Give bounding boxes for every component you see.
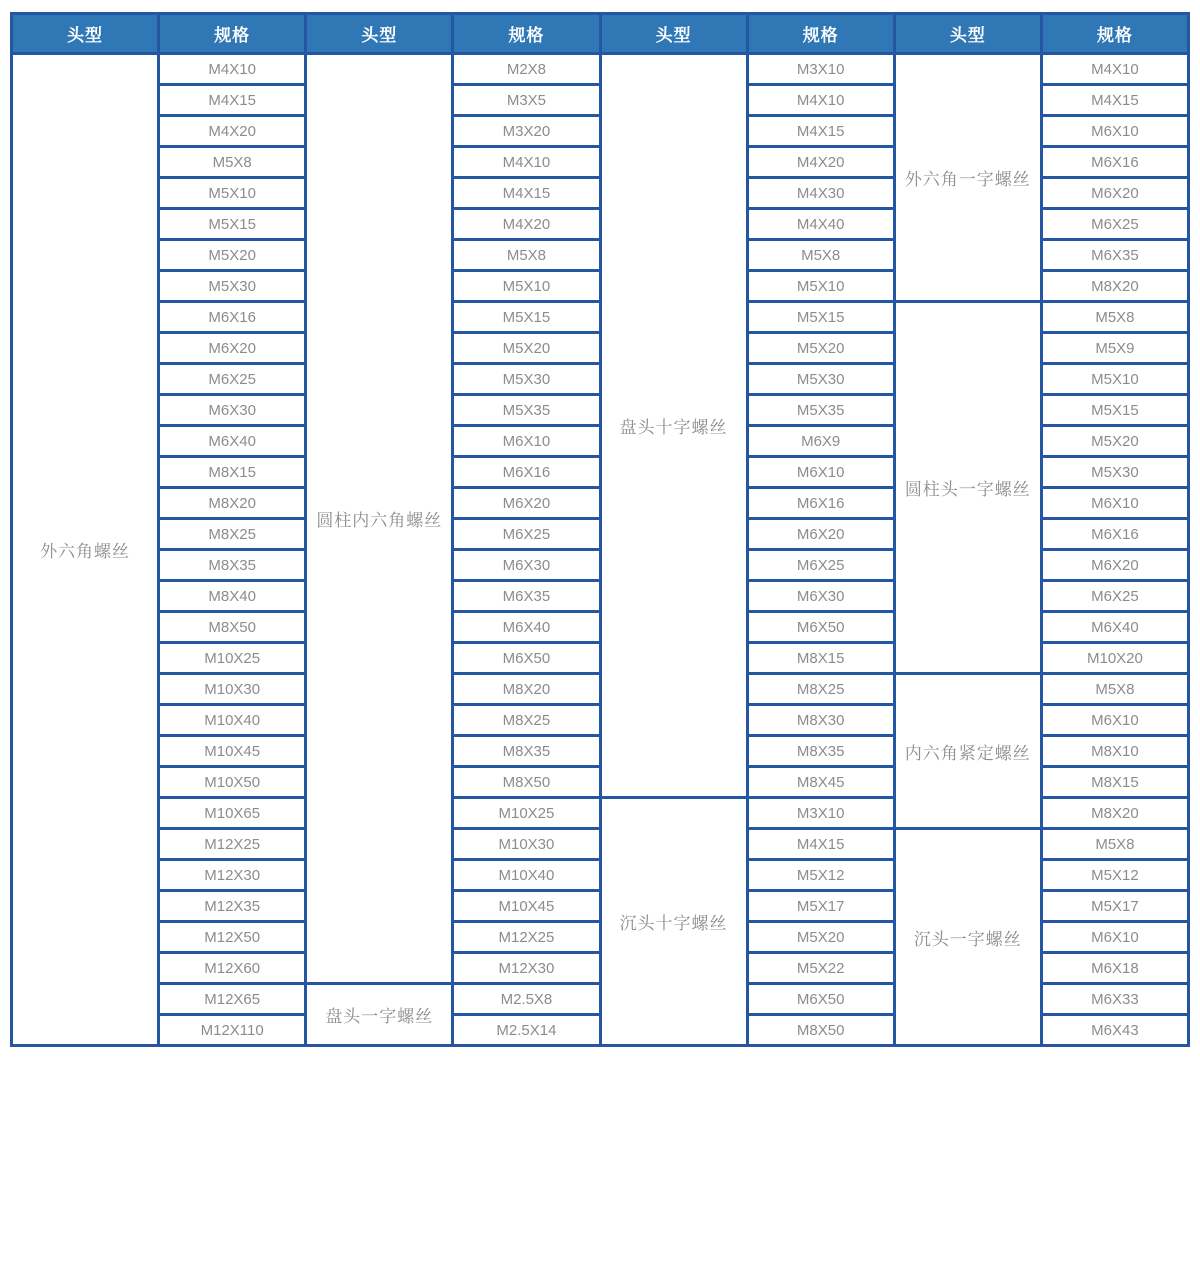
header-cell-head-type-4: 头型 <box>894 14 1041 54</box>
head-type-cell: 圆柱头一字螺丝 <box>894 302 1041 674</box>
spec-cell: M10X40 <box>159 705 306 736</box>
header-cell-spec-1: 规格 <box>159 14 306 54</box>
spec-cell: M5X20 <box>747 922 894 953</box>
spec-cell: M2.5X14 <box>453 1015 600 1046</box>
spec-cell: M6X50 <box>453 643 600 674</box>
head-type-cell: 外六角一字螺丝 <box>894 54 1041 302</box>
spec-cell: M6X43 <box>1041 1015 1188 1046</box>
spec-cell: M5X15 <box>453 302 600 333</box>
spec-cell: M6X30 <box>453 550 600 581</box>
header-cell-spec-3: 规格 <box>747 14 894 54</box>
table-body <box>12 54 1189 1046</box>
spec-cell: M10X45 <box>159 736 306 767</box>
spec-cell: M5X10 <box>159 178 306 209</box>
spec-cell: M10X20 <box>1041 643 1188 674</box>
spec-cell: M5X10 <box>1041 364 1188 395</box>
header-cell-head-type-1: 头型 <box>12 14 159 54</box>
spec-cell: M6X9 <box>747 426 894 457</box>
spec-cell: M8X20 <box>1041 271 1188 302</box>
spec-cell: M6X20 <box>1041 550 1188 581</box>
spec-cell: M3X5 <box>453 85 600 116</box>
spec-cell: M6X10 <box>1041 488 1188 519</box>
spec-cell: M5X8 <box>453 240 600 271</box>
spec-cell: M6X20 <box>453 488 600 519</box>
spec-cell: M5X22 <box>747 953 894 984</box>
spec-cell: M6X25 <box>453 519 600 550</box>
spec-cell: M6X16 <box>453 457 600 488</box>
spec-cell: M5X20 <box>453 333 600 364</box>
spec-cell: M5X20 <box>159 240 306 271</box>
spec-cell: M6X16 <box>1041 147 1188 178</box>
spec-cell: M4X30 <box>747 178 894 209</box>
spec-cell: M6X30 <box>747 581 894 612</box>
spec-cell: M5X15 <box>747 302 894 333</box>
head-type-cell: 外六角螺丝 <box>12 54 159 1046</box>
spec-cell: M6X16 <box>747 488 894 519</box>
spec-cell: M3X20 <box>453 116 600 147</box>
spec-cell: M5X8 <box>1041 302 1188 333</box>
spec-cell: M8X35 <box>159 550 306 581</box>
spec-cell: M8X50 <box>453 767 600 798</box>
spec-cell: M12X30 <box>453 953 600 984</box>
spec-cell: M2.5X8 <box>453 984 600 1015</box>
spec-cell: M12X110 <box>159 1015 306 1046</box>
header-cell-spec-2: 规格 <box>453 14 600 54</box>
spec-cell: M5X35 <box>453 395 600 426</box>
spec-cell: M5X30 <box>159 271 306 302</box>
spec-cell: M4X15 <box>453 178 600 209</box>
head-type-cell: 内六角紧定螺丝 <box>894 674 1041 829</box>
spec-cell: M4X10 <box>747 85 894 116</box>
spec-cell: M4X10 <box>453 147 600 178</box>
spec-cell: M4X20 <box>159 116 306 147</box>
spec-cell: M6X10 <box>1041 705 1188 736</box>
spec-cell: M6X20 <box>747 519 894 550</box>
head-type-cell: 沉头十字螺丝 <box>600 798 747 1046</box>
header-cell-spec-4: 规格 <box>1041 14 1188 54</box>
spec-cell: M8X35 <box>453 736 600 767</box>
spec-cell: M6X20 <box>1041 178 1188 209</box>
header-cell-head-type-3: 头型 <box>600 14 747 54</box>
spec-cell: M10X25 <box>159 643 306 674</box>
spec-cell: M5X30 <box>1041 457 1188 488</box>
spec-cell: M6X10 <box>747 457 894 488</box>
head-type-cell: 盘头十字螺丝 <box>600 54 747 798</box>
spec-cell: M6X40 <box>453 612 600 643</box>
spec-cell: M6X33 <box>1041 984 1188 1015</box>
spec-cell: M4X10 <box>1041 54 1188 85</box>
spec-cell: M12X65 <box>159 984 306 1015</box>
spec-cell: M5X35 <box>747 395 894 426</box>
spec-cell: M4X15 <box>747 116 894 147</box>
spec-cell: M5X9 <box>1041 333 1188 364</box>
spec-cell: M8X20 <box>159 488 306 519</box>
spec-cell: M2X8 <box>453 54 600 85</box>
spec-cell: M8X35 <box>747 736 894 767</box>
spec-cell: M8X20 <box>453 674 600 705</box>
spec-cell: M12X60 <box>159 953 306 984</box>
spec-cell: M8X25 <box>159 519 306 550</box>
head-type-cell: 沉头一字螺丝 <box>894 829 1041 1046</box>
spec-cell: M10X30 <box>159 674 306 705</box>
screw-spec-table <box>10 12 1190 1047</box>
spec-cell: M10X65 <box>159 798 306 829</box>
spec-cell: M10X30 <box>453 829 600 860</box>
spec-cell: M8X50 <box>159 612 306 643</box>
spec-cell: M5X10 <box>453 271 600 302</box>
spec-cell: M12X35 <box>159 891 306 922</box>
spec-cell: M5X20 <box>1041 426 1188 457</box>
spec-cell: M5X12 <box>747 860 894 891</box>
spec-cell: M6X18 <box>1041 953 1188 984</box>
spec-cell: M6X10 <box>1041 116 1188 147</box>
spec-cell: M6X20 <box>159 333 306 364</box>
spec-cell: M4X10 <box>159 54 306 85</box>
spec-cell: M6X30 <box>159 395 306 426</box>
spec-cell: M8X20 <box>1041 798 1188 829</box>
spec-cell: M5X15 <box>159 209 306 240</box>
head-type-cell: 盘头一字螺丝 <box>306 984 453 1046</box>
spec-cell: M12X25 <box>453 922 600 953</box>
spec-cell: M8X15 <box>1041 767 1188 798</box>
spec-cell: M5X17 <box>1041 891 1188 922</box>
spec-cell: M12X25 <box>159 829 306 860</box>
spec-cell: M8X25 <box>747 674 894 705</box>
spec-cell: M6X25 <box>1041 581 1188 612</box>
spec-cell: M12X50 <box>159 922 306 953</box>
spec-cell: M6X40 <box>1041 612 1188 643</box>
spec-cell: M5X30 <box>453 364 600 395</box>
spec-cell: M8X10 <box>1041 736 1188 767</box>
table-row <box>12 54 1189 85</box>
spec-cell: M6X16 <box>1041 519 1188 550</box>
spec-cell: M8X30 <box>747 705 894 736</box>
spec-cell: M10X40 <box>453 860 600 891</box>
spec-cell: M5X8 <box>1041 829 1188 860</box>
table-header <box>12 14 1189 54</box>
spec-cell: M5X30 <box>747 364 894 395</box>
spec-cell: M8X45 <box>747 767 894 798</box>
spec-cell: M5X10 <box>747 271 894 302</box>
spec-cell: M6X10 <box>453 426 600 457</box>
spec-cell: M5X8 <box>159 147 306 178</box>
spec-cell: M6X35 <box>1041 240 1188 271</box>
spec-cell: M4X40 <box>747 209 894 240</box>
spec-cell: M6X35 <box>453 581 600 612</box>
spec-cell: M12X30 <box>159 860 306 891</box>
header-cell-head-type-2: 头型 <box>306 14 453 54</box>
spec-cell: M3X10 <box>747 798 894 829</box>
spec-cell: M3X10 <box>747 54 894 85</box>
spec-cell: M8X50 <box>747 1015 894 1046</box>
spec-cell: M6X16 <box>159 302 306 333</box>
spec-cell: M5X20 <box>747 333 894 364</box>
spec-cell: M5X8 <box>747 240 894 271</box>
spec-cell: M6X40 <box>159 426 306 457</box>
spec-cell: M5X12 <box>1041 860 1188 891</box>
spec-cell: M4X20 <box>453 209 600 240</box>
spec-cell: M5X15 <box>1041 395 1188 426</box>
spec-cell: M6X50 <box>747 984 894 1015</box>
spec-cell: M4X15 <box>747 829 894 860</box>
spec-cell: M5X8 <box>1041 674 1188 705</box>
spec-cell: M6X25 <box>1041 209 1188 240</box>
spec-cell: M8X25 <box>453 705 600 736</box>
spec-cell: M10X45 <box>453 891 600 922</box>
spec-cell: M6X50 <box>747 612 894 643</box>
spec-cell: M6X25 <box>159 364 306 395</box>
spec-cell: M6X25 <box>747 550 894 581</box>
spec-cell: M10X25 <box>453 798 600 829</box>
head-type-cell: 圆柱内六角螺丝 <box>306 54 453 984</box>
spec-cell: M4X15 <box>159 85 306 116</box>
spec-cell: M8X15 <box>747 643 894 674</box>
spec-cell: M8X15 <box>159 457 306 488</box>
spec-cell: M4X20 <box>747 147 894 178</box>
spec-cell: M10X50 <box>159 767 306 798</box>
spec-cell: M4X15 <box>1041 85 1188 116</box>
spec-cell: M6X10 <box>1041 922 1188 953</box>
header-row <box>12 14 1189 54</box>
spec-cell: M5X17 <box>747 891 894 922</box>
spec-cell: M8X40 <box>159 581 306 612</box>
